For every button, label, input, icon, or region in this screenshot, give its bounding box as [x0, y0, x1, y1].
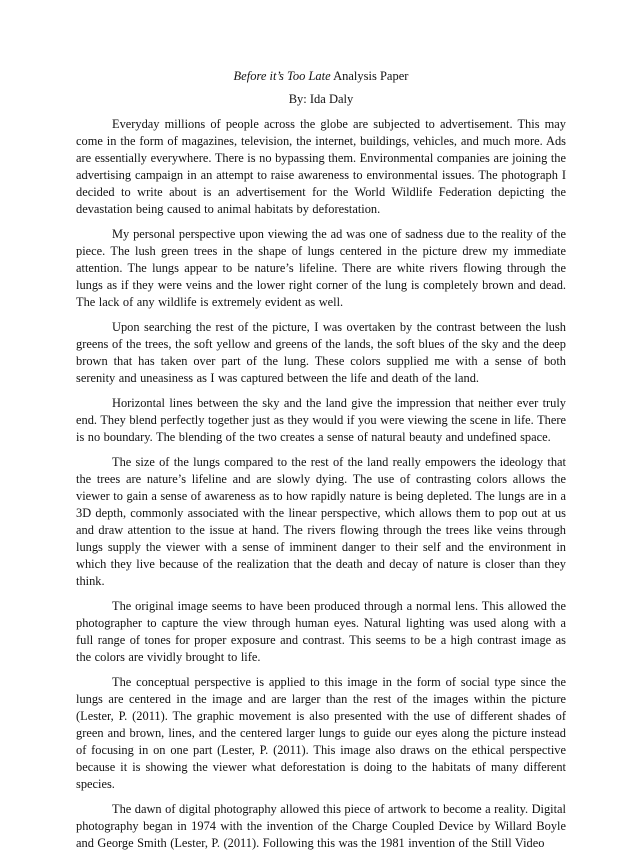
- paragraph-digital-photography: The dawn of digital photography allowed this piece of artwork to become a reality. Digital photography began in 1974 with the invention of the Charge Coupled Device by Willard Boyle and George Smith (Lester, P. (2011). Following this was the 1981 invention of the Still Video: [76, 802, 566, 850]
- paragraph-intro: Everyday millions of people across the globe are subjected to advertisement. This may come in the form of magazines, television, the internet, buildings, vehicles, and much more. Ads are essentially everywhere. There is no bypassing them. Environmental companies are joining the advertising campaign in an attempt to raise awareness to environmental issues. The photograph I decided to write about is an advertisement for the World Wildlife Federation depicting the devastation being caused to animal habitats by deforestation.: [76, 117, 566, 216]
- paper-title: [76, 68, 566, 85]
- paragraph-personal-perspective: My personal perspective upon viewing the ad was one of sadness due to the reality of the piece. The lush green trees in the shape of lungs centered in the picture drew my immediate attention. The lungs appear to be nature’s lifeline. There are white rivers flowing through the lungs as if they were veins and the lower right corner of the lung is completely brown and dead. The lack of any wildlife is extremely evident as well.: [76, 227, 566, 309]
- paragraph-contrast: Upon searching the rest of the picture, I was overtaken by the contrast between the lush greens of the trees, the soft yellow and greens of the lands, the soft blues of the sky and the deep brown that has taken over part of the lung. These colors supplied me with a sense of both serenity and uneasiness as I was captured between the life and death of the land.: [76, 320, 566, 385]
- author-byline: By: Ida Daly: [288, 92, 354, 106]
- paragraph-horizontal-lines: Horizontal lines between the sky and the land give the impression that neither ever truly end. They blend perfectly together just as they would if you were viewing the scene in life. There is no boundary. The blending of the two creates a sense of natural beauty and undefined space.: [76, 396, 566, 444]
- title-italic: Before it’s Too Late: [233, 69, 331, 83]
- paragraph-original-image: The original image seems to have been produced through a normal lens. This allowed the photographer to capture the view through human eyes. Natural lighting was used along with a full range of tones for proper exposure and contrast. This seems to be a high contrast image as the colors are vividly brought to life.: [76, 599, 566, 664]
- paragraph-conceptual-perspective: The conceptual perspective is applied to this image in the form of social type since the lungs are centered in the image and are larger than the rest of the images within the picture (Lester, P. (2011). The graphic movement is also presented with the use of different shades of green and brown, lines, and the centered larger lungs to guide our eyes along the picture instead of focusing in on one part (Lester, P. (2011). This image also draws on the ethical perspective because it is showing the viewer what deforestation is doing to the habitats of many different species.: [76, 675, 566, 791]
- paragraph-lung-size: The size of the lungs compared to the rest of the land really empowers the ideology that the trees are nature’s lifeline and are slowly dying. The use of contrasting colors allows the viewer to gain a sense of awareness as to how rapidly nature is being depleted. The lungs are in a 3D depth, commonly associated with the linear perspective, which allows them to pop out at us and draw attention to the issue at hand. The rivers flowing through the trees like veins through lungs supply the viewer with a sense of imminent danger to their self and the environment in which they live because of the realization that the death and decay of nature is closer than they think.: [76, 455, 566, 588]
- title-rest: Analysis Paper: [330, 69, 409, 83]
